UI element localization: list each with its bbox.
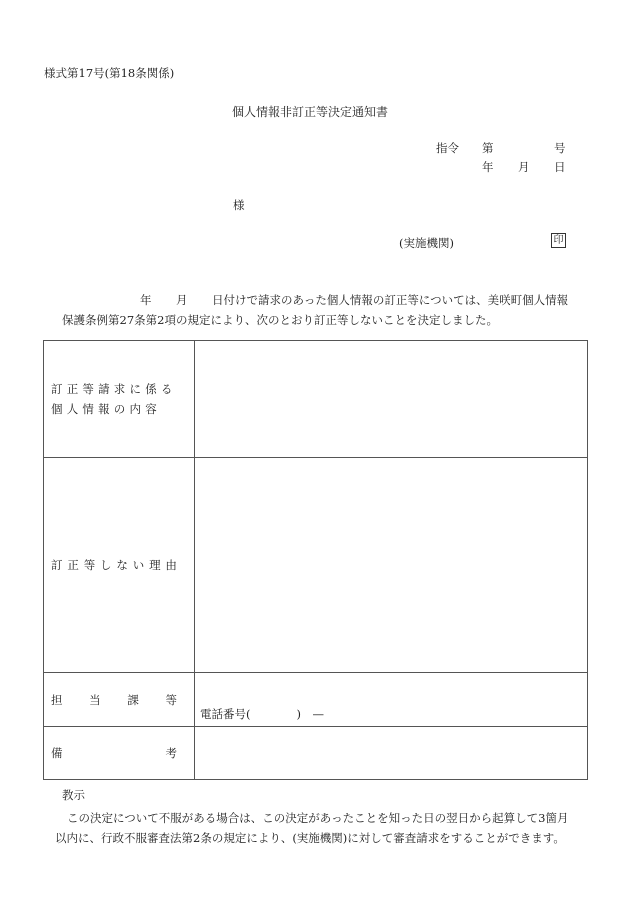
label-char: し [100,558,112,572]
label-char: 理 [149,558,161,572]
notice-body [55,808,568,848]
label-char: 由 [165,558,177,572]
table-row [44,341,588,458]
dai-label: 第 [482,141,494,155]
date-year-label: 年 [482,160,494,174]
date-day-label: 日 [554,160,566,174]
remarks-field[interactable] [195,727,588,780]
correction-content-label [44,341,195,458]
label-char: い [132,558,145,572]
date-month-label: 月 [518,160,530,174]
seal-mark: 印 [551,233,566,248]
label-char: 等 [165,692,177,707]
table-row [44,673,588,727]
reason-field[interactable] [195,458,588,673]
body-year-label: 年 [140,293,152,307]
decision-table [43,340,588,780]
label-char: 備 [51,746,63,760]
reason-label [44,458,195,673]
label-char: な [116,558,128,572]
form-number: 様式第17号(第18条関係) [44,66,175,80]
notice-line2: 以内に、行政不服審査法第2条の規定により、(実施機関)に対して審査請求をすることができます。 [55,831,565,845]
directive-label: 指令 [436,141,459,155]
label-char: 当 [89,692,101,707]
table-row [44,727,588,780]
department-field[interactable] [195,673,588,727]
body-line2: 保護条例第27条第2項の規定により、次のとおり訂正等しないことを決定しました。 [62,313,498,327]
body-month-label: 月 [176,293,188,307]
department-label [44,673,195,727]
label-char: 考 [165,746,177,760]
issue-number-block [436,140,576,178]
body-text [62,290,592,330]
document-title: 個人情報非訂正等決定通知書 [232,105,389,119]
remarks-label [44,727,195,780]
label-line: 個人情報の内容 [51,402,161,416]
recipient-honorific: 様 [233,198,245,212]
label-line: 訂正等請求に係る [51,382,177,396]
label-char: 課 [127,692,139,707]
body-line1: 日付けで請求のあった個人情報の訂正等については、美咲町個人情報 [212,293,569,307]
correction-content-field[interactable] [195,341,588,458]
notice-line1: この決定について不服がある場合は、この決定があったことを知った日の翌日から起算して3箇月 [67,811,569,825]
table-row [44,458,588,673]
label-char: 等 [83,558,96,572]
phone-number-label: 電話番号( ) — [200,707,324,721]
go-label: 号 [554,141,566,155]
notice-title: 教示 [62,788,85,802]
agency-label: (実施機関) [399,236,454,250]
label-char: 正 [67,558,79,572]
label-char: 訂 [51,558,63,572]
label-char: 担 [51,692,63,707]
